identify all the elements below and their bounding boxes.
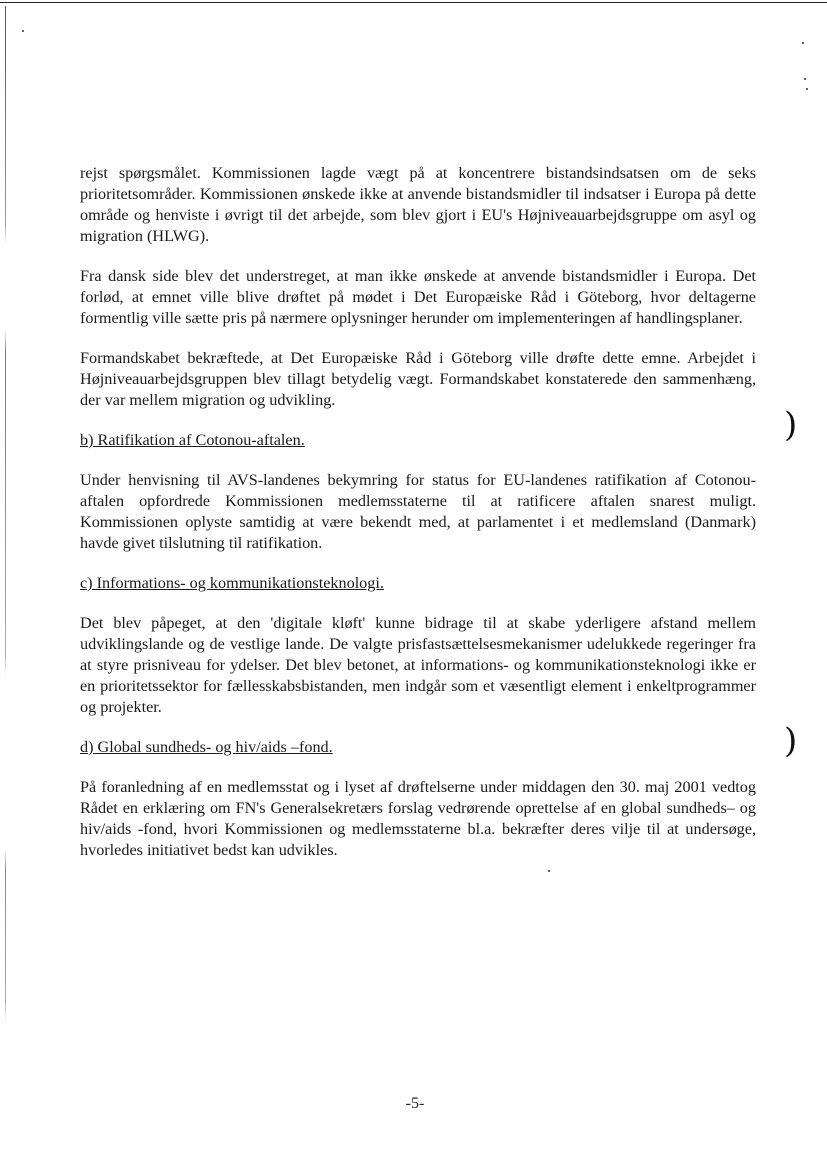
scan-speck (22, 30, 24, 32)
paragraph: rejst spørgsmålet. Kommissionen lagde vægt på at koncentrere bistandsindsatsen om de seks prioritetsområder. Kommissionen ønskede ikke at anvende bistandsmidler til indsatser i Europa på dette område og henviste i øvrigt til det arbejde, som blev gjort i EU's Højniveauarbejdsgruppe om asyl og migration (HLWG). (80, 164, 756, 245)
scan-speck (806, 88, 808, 90)
paragraph: Under henvisning til AVS-landenes bekymring for status for EU-landenes ratifikation af Cotonou-aftalen opfordrede Kommissionen medlemsstaterne til at ratificere aftalen snarest muligt. Kommissionen oplyste samtidig at være bekendt med, at parlamentet i et medlemsland (Danmark) havde givet tilslutning til ratifikation. (80, 471, 756, 552)
punch-hole-mark: ) (784, 721, 798, 761)
page-number: -5- (405, 1095, 425, 1112)
document-body (80, 163, 756, 880)
paragraph: Det blev påpeget, at den 'digitale kløft' kunne bidrage til at skabe yderligere afstand mellem udviklingslande og de vestlige lande. De valgte prisfastsættelsesmekanismer udelukkede regeringer fra at styre prisniveau for ydelser. Det blev betonet, at informations- og kommunikationsteknologi ikke er en prioritetssektor for fællesskabsbistanden, men indgår som et væsentligt element i enkeltprogrammer og projekter. (80, 614, 756, 716)
section-heading-cotonou: b) Ratifikation af Cotonou-aftalen. (80, 431, 305, 449)
scan-speck (802, 42, 804, 44)
section-heading-ict: c) Informations- og kommunikationsteknologi. (80, 574, 384, 592)
left-scan-edge (5, 6, 6, 1086)
section-heading-health-fund: d) Global sundheds- og hiv/aids –fond. (80, 738, 333, 756)
scan-speck (804, 78, 806, 80)
punch-hole-mark: ) (784, 405, 798, 445)
paragraph: Fra dansk side blev det understreget, at man ikke ønskede at anvende bistandsmidler i Europa. Det forlød, at emnet ville blive drøftet på mødet i Det Europæiske Råd i Göteborg, hvor deltagerne formentlig ville sætte pris på nærmere oplysninger herunder om implementeringen af handlingsplaner. (80, 267, 756, 327)
paragraph: Formandskabet bekræftede, at Det Europæiske Råd i Göteborg ville drøfte dette emne. Arbejdet i Højniveauarbejdsgruppen blev tillagt betydelig vægt. Formandskabet konstaterede den sammenhæng, der var mellem migration og udvikling. (80, 349, 756, 409)
top-scan-border (0, 2, 827, 3)
paragraph: På foranledning af en medlemsstat og i lyset af drøftelserne under middagen den 30. maj 2001 vedtog Rådet en erklæring om FN's Generalsekretærs forslag vedrørende oprettelse af en global sundheds– og hiv/aids -fond, hvori Kommissionen og medlemsstaterne bl.a. bekræfter deres vilje til at undersøge, hvorledes initiativet bedst kan udvikles. (80, 778, 756, 859)
